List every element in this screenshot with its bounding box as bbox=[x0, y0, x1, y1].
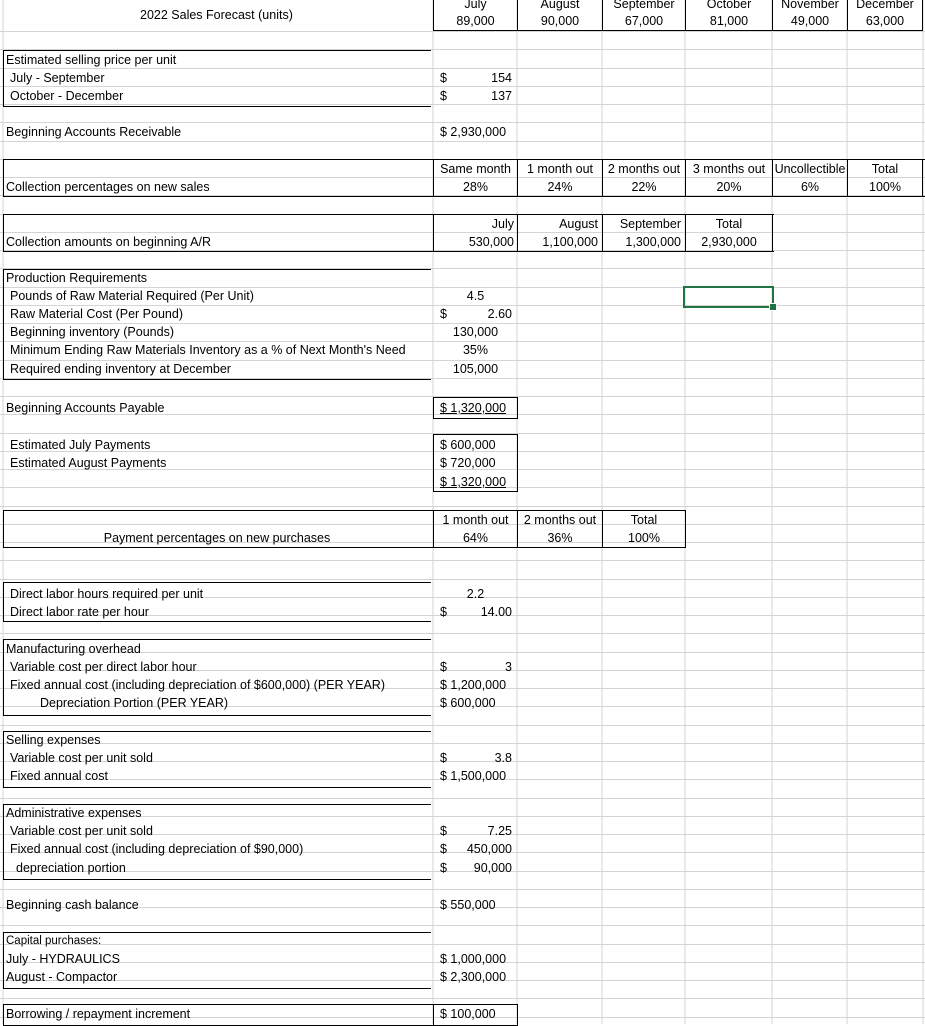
price-value[interactable]: 154 bbox=[491, 71, 512, 85]
capital-row-label[interactable]: August - Compactor bbox=[6, 970, 118, 984]
coll-amounts-header[interactable]: September bbox=[619, 217, 681, 231]
overhead-row-label[interactable]: Variable cost per direct labor hour bbox=[10, 660, 197, 674]
cash-value[interactable]: $ 550,000 bbox=[440, 898, 496, 912]
admin-row-label[interactable]: Fixed annual cost (including depreciation of $90,000) bbox=[10, 842, 304, 856]
ap-payment-value[interactable]: $ 720,000 bbox=[440, 456, 496, 470]
production-dollar: $ bbox=[440, 307, 447, 321]
coll-amounts-header[interactable]: July bbox=[491, 217, 514, 231]
coll-amounts-value[interactable]: 530,000 bbox=[468, 235, 514, 249]
coll-amounts-value[interactable]: 1,100,000 bbox=[542, 235, 598, 249]
selling-value[interactable]: 3.8 bbox=[494, 751, 512, 765]
overhead-title[interactable]: Manufacturing overhead bbox=[6, 642, 141, 656]
header-units[interactable]: 49,000 bbox=[790, 14, 830, 28]
admin-dollar: $ bbox=[440, 842, 447, 856]
payment-pct-value[interactable]: 36% bbox=[547, 531, 573, 545]
overhead-dollar: $ bbox=[440, 660, 447, 674]
price-row-label[interactable]: October - December bbox=[10, 89, 124, 103]
admin-row-label[interactable]: depreciation portion bbox=[16, 861, 126, 875]
payment-pct-header[interactable]: 1 month out bbox=[442, 513, 509, 527]
capital-value[interactable]: $ 1,000,000 bbox=[440, 952, 507, 966]
overhead-value[interactable]: 3 bbox=[505, 660, 512, 674]
borrowing-label[interactable]: Borrowing / repayment increment bbox=[6, 1007, 191, 1021]
collection-header[interactable]: Uncollectible bbox=[774, 162, 846, 176]
admin-title[interactable]: Administrative expenses bbox=[6, 806, 142, 820]
collection-value[interactable]: 100% bbox=[869, 180, 901, 194]
labor-value[interactable]: 2.2 bbox=[466, 587, 485, 601]
price-value[interactable]: 137 bbox=[491, 89, 512, 103]
payment-pct-value[interactable]: 100% bbox=[628, 531, 660, 545]
beg-ar-label[interactable]: Beginning Accounts Receivable bbox=[6, 125, 182, 139]
header-month[interactable]: September bbox=[613, 0, 675, 11]
collection-value[interactable]: 20% bbox=[716, 180, 742, 194]
collection-header[interactable]: Total bbox=[871, 162, 899, 176]
selling-value[interactable]: $ 1,500,000 bbox=[440, 769, 507, 783]
admin-row-label[interactable]: Variable cost per unit sold bbox=[10, 824, 153, 838]
collection-value[interactable]: 6% bbox=[800, 180, 820, 194]
collection-value[interactable]: 22% bbox=[631, 180, 657, 194]
coll-amounts-label[interactable]: Collection amounts on beginning A/R bbox=[6, 235, 211, 249]
coll-amounts-value[interactable]: 2,930,000 bbox=[701, 235, 757, 249]
header-units[interactable]: 90,000 bbox=[540, 14, 580, 28]
collection-header[interactable]: 2 months out bbox=[607, 162, 681, 176]
header-month[interactable]: August bbox=[540, 0, 580, 11]
ap-payment-value[interactable]: $ 600,000 bbox=[440, 438, 496, 452]
payment-pct-value[interactable]: 64% bbox=[462, 531, 489, 545]
admin-value[interactable]: 450,000 bbox=[466, 842, 512, 856]
coll-amounts-header[interactable]: Total bbox=[715, 217, 743, 231]
selling-dollar: $ bbox=[440, 751, 447, 765]
selected-cell[interactable] bbox=[683, 286, 774, 308]
payment-pct-header[interactable]: 2 months out bbox=[523, 513, 597, 527]
capital-row-label[interactable]: July - HYDRAULICS bbox=[6, 952, 120, 966]
selling-title[interactable]: Selling expenses bbox=[6, 733, 101, 747]
production-row-label[interactable]: Pounds of Raw Material Required (Per Unit) bbox=[10, 289, 254, 303]
price-title[interactable]: Estimated selling price per unit bbox=[6, 53, 177, 67]
price-dollar: $ bbox=[440, 89, 447, 103]
ap-payment-label[interactable]: Estimated July Payments bbox=[10, 438, 151, 452]
capital-value[interactable]: $ 2,300,000 bbox=[440, 970, 507, 984]
production-row-label[interactable]: Required ending inventory at December bbox=[10, 362, 231, 376]
collection-header[interactable]: Same month bbox=[440, 162, 511, 176]
collection-value[interactable]: 24% bbox=[547, 180, 573, 194]
production-value[interactable]: 105,000 bbox=[452, 362, 499, 376]
header-month[interactable]: December bbox=[856, 0, 914, 11]
labor-dollar: $ bbox=[440, 605, 447, 619]
production-title[interactable]: Production Requirements bbox=[6, 271, 148, 285]
production-value[interactable]: 130,000 bbox=[452, 325, 499, 339]
payment-pct-header[interactable]: Total bbox=[630, 513, 658, 527]
labor-row-label[interactable]: Direct labor rate per hour bbox=[10, 605, 149, 619]
beg-ap-value[interactable]: $ 1,320,000 bbox=[440, 401, 507, 415]
header-units[interactable]: 63,000 bbox=[865, 14, 905, 28]
production-row-label[interactable]: Minimum Ending Raw Materials Inventory as a % of Next Month's Need bbox=[10, 343, 406, 357]
header-units[interactable]: 89,000 bbox=[456, 14, 495, 28]
production-row-label[interactable]: Raw Material Cost (Per Pound) bbox=[10, 307, 183, 321]
selling-row-label[interactable]: Fixed annual cost bbox=[10, 769, 108, 783]
cash-label[interactable]: Beginning cash balance bbox=[6, 898, 139, 912]
admin-dollar: $ bbox=[440, 824, 447, 838]
beg-ar-value[interactable]: $ 2,930,000 bbox=[440, 125, 507, 139]
admin-value[interactable]: 7.25 bbox=[487, 824, 512, 838]
overhead-row-label[interactable]: Depreciation Portion (PER YEAR) bbox=[40, 696, 229, 710]
header-label[interactable]: 2022 Sales Forecast (units) bbox=[140, 8, 293, 22]
capital-title[interactable]: Capital purchases: bbox=[6, 935, 102, 947]
header-month[interactable]: November bbox=[781, 0, 839, 11]
selling-row-label[interactable]: Variable cost per unit sold bbox=[10, 751, 153, 765]
header-month[interactable]: July bbox=[464, 0, 487, 11]
overhead-row-label[interactable]: Fixed annual cost (including depreciation of $600,000) (PER YEAR) bbox=[10, 678, 385, 692]
collection-header[interactable]: 1 month out bbox=[526, 162, 593, 176]
production-row-label[interactable]: Beginning inventory (Pounds) bbox=[10, 325, 174, 339]
coll-amounts-header[interactable]: August bbox=[559, 217, 598, 231]
beg-ap-label[interactable]: Beginning Accounts Payable bbox=[6, 401, 165, 415]
labor-row-label[interactable]: Direct labor hours required per unit bbox=[10, 587, 204, 601]
production-value[interactable]: 35% bbox=[462, 343, 489, 357]
production-value[interactable]: 2.60 bbox=[487, 307, 512, 321]
admin-dollar: $ bbox=[440, 861, 447, 875]
borrowing-value[interactable]: $ 100,000 bbox=[440, 1007, 496, 1021]
coll-amounts-value[interactable]: 1,300,000 bbox=[625, 235, 681, 249]
collection-header[interactable]: 3 months out bbox=[692, 162, 766, 176]
overhead-value[interactable]: $ 600,000 bbox=[440, 696, 496, 710]
price-row-label[interactable]: July - September bbox=[10, 71, 105, 85]
collection-value[interactable]: 28% bbox=[462, 180, 489, 194]
admin-value[interactable]: 90,000 bbox=[473, 861, 512, 875]
header-month[interactable]: October bbox=[706, 0, 752, 11]
production-value[interactable]: 4.5 bbox=[466, 289, 485, 303]
collection-label[interactable]: Collection percentages on new sales bbox=[6, 180, 210, 194]
ap-payment-total[interactable]: $ 1,320,000 bbox=[440, 475, 507, 489]
fill-handle[interactable] bbox=[769, 303, 777, 311]
header-units[interactable]: 67,000 bbox=[624, 14, 664, 28]
payment-pct-label[interactable]: Payment percentages on new purchases bbox=[103, 531, 331, 545]
price-dollar: $ bbox=[440, 71, 447, 85]
ap-payment-label[interactable]: Estimated August Payments bbox=[10, 456, 167, 470]
overhead-value[interactable]: $ 1,200,000 bbox=[440, 678, 507, 692]
header-units[interactable]: 81,000 bbox=[709, 14, 749, 28]
labor-value[interactable]: 14.00 bbox=[480, 605, 512, 619]
